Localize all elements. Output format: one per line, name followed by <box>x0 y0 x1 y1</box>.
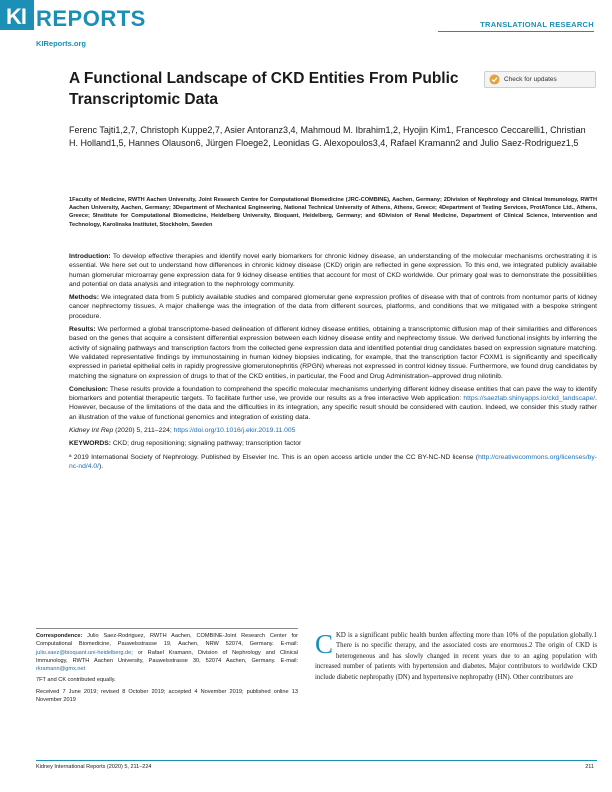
check-for-updates-button[interactable] <box>484 71 596 88</box>
logo-reports: REPORTS <box>36 6 146 31</box>
email-link-1[interactable]: julio.saez@bioquant.uni-heidelberg.de <box>36 649 132 656</box>
affiliations: 1Faculty of Medicine, RWTH Aachen University, Joint Research Centre for Computational Biomedicine (JRC-COMBINE), Aachen, Germany; 2Division of Nephrology and Clinical Immunology, RWTH Aachen University, Aachen, Germany; 3Department of Mechanical Engineering, National Technical University of Athens, Athens, Greece; 4Department of Testing Services, ProtATonce Ltd., Athens, Greece; 5Institute for Computational Biomedicine, Heidelberg University, Bioquant, Heidelberg, Germany; and 6Division of Renal Medicine, Department of Clinical Science, Intervention and Technology, Karolinska Institutet, Stockholm, Sweden <box>69 197 597 228</box>
author-list: Ferenc Tajti1,2,7, Christoph Kuppe2,7, Asier Antoranz3,4, Mahmoud M. Ibrahim1,2, Hyojin Kim1, Francesco Ceccarelli1, Christian H. Holland1,5, Hannes Olauson6, Jürgen Floege2, Leonidas G. Alexopoulos3,4, Rafael Kramann2 and Julio Saez-Rodriguez1,5 <box>69 125 586 148</box>
keywords-line: KEYWORDS: CKD; drug repositioning; signaling pathway; transcription factor <box>69 440 302 448</box>
abstract <box>69 252 597 475</box>
dropcap: C <box>315 629 334 659</box>
logo-url[interactable]: KIReports.org <box>36 39 87 48</box>
license-link[interactable]: http://creativecommons.org/licenses/by-nc-nd/4.0/ <box>69 453 597 470</box>
received-dates: Received 7 June 2019; revised 8 October 2019; accepted 4 November 2019; published online 13 November 2019 <box>36 688 298 704</box>
correspondence-text: Correspondence: Julio Saez-Rodriguez, RWTH Aachen, COMBINE-Joint Research Center for Computational Biomedicine, Pauwelsstrasse 19, Aachen, NRW 52074, Germany. E-mail: julio.saez@bioquant.uni-heidelberg.de; or Rafael Kramann, Division of Nephrology and Clinical Immunology, RWTH Aachen University, Pauwelsstrasse 30, 52074 Aachen, Germany. E-mail: rkramann@gmx.net <box>36 633 298 673</box>
doi-link[interactable]: https://doi.org/10.1016/j.ekir.2019.11.005 <box>173 427 296 435</box>
footer-rule <box>36 760 597 761</box>
footer-journal: Kidney International Reports (2020) 5, 211–224 <box>36 764 152 770</box>
logo-ki: KI <box>6 4 26 29</box>
citation-line: Kidney Int Rep (2020) 5, 211–224; https://doi.org/10.1016/j.ekir.2019.11.005 <box>69 427 296 435</box>
abstract-conclusion: Conclusion: These results provide a foundation to comprehend the specific molecular mechanisms underlying different kidney disease entities that can pave the way to identify biomarkers and potential therapeutic targets. To facilitate further use, we provide our results as a free interactive Web application: https://saezlab.shinyapps.io/ckd_landscape/. However, because of the limitations of the data and the difficulties in its integration, any specific result should be considered with caution. Indeed, we consider this study rather an illustration of the value of functional genomics and integration of existing data. <box>69 385 597 421</box>
article-title: A Functional Landscape of CKD Entities From Public Transcriptomic Data <box>69 70 459 108</box>
page-number: 211 <box>585 764 594 770</box>
section-rule <box>438 31 594 32</box>
email-link-2[interactable]: rkramann@gmx.net <box>36 666 86 673</box>
abstract-introduction: Introduction: To develop effective therapies and identify novel early biomarkers for chronic kidney disease, an understanding of the molecular mechanisms orchestrating it is essential. We here set out to understand how differences in chronic kidney disease (CKD) origin are reflected in gene expression. To this end, we integrated publicly available human glomerular microarray gene expression data for 9 kidney disease entities that account for most of CKD worldwide. Our primary goal was to demonstrate the possibilities and potential on data analysis and integration to the nephrology community. <box>69 253 597 288</box>
section-label: TRANSLATIONAL RESEARCH <box>480 20 594 29</box>
web-app-link[interactable]: https://saezlab.shinyapps.io/ckd_landscape/ <box>463 395 596 403</box>
body-text: CKD is a significant public health burden affecting more than 10% of the population globally.1 There is no specific therapy, and the associated costs are enormous.2 The origin of CKD is heterogeneous and has slowly changed in recent years due to an aging population with increased number of patients with hypertension and diabetes. Major contributors to worldwide CKD include diabetic nephropathy (DN) and hypertensive nephropathy (HN). Other contributors are <box>315 629 597 681</box>
correspondence-rule <box>36 628 298 629</box>
abstract-results: Results: We performed a global transcriptome-based delineation of different kidney disease entities, obtaining a transcriptomic diffusion map of their similarities and differences based on the genes that acquire a consistent differential expression between each kidney disease entity and nephrectomy tissue. We derived functional insights by inferring the activity of signaling pathways and transcription factors from the collected gene expression data and identified potential drug candidates based on expression signature matching. We validated representative findings by immunostaining in human kidney biopsies indicating, for example, that the transcription factor FOXM1 is significantly and specifically expressed in parietal epithelial cells in rapidly progressive glomerulonephritis (RPGN) whereas not expressed in control kidney tissue. Furthermore, we found drug candidates by matching the signature on expression of drugs to that of the CKD entities, in particular, the Food and Drug Administration–approved drug nilotinib. <box>69 326 597 380</box>
abstract-methods: Methods: We integrated data from 5 publicly available studies and compared glomerular gene expression profiles of disease with that of controls from nontumor parts of kidney cancer nephrectomy tissues. A major challenge was the integration of the data from different sources, platforms, and conditions that we mitigated with a bespoke stringent procedure. <box>69 294 597 320</box>
copyright-line: ª 2019 International Society of Nephrology. Published by Elsevier Inc. This is an open access article under the CC BY-NC-ND license (http://creativecommons.org/licenses/by-nc-nd/4.0/). <box>69 453 597 470</box>
equal-contribution-note: 7FT and CK contributed equally. <box>36 677 116 684</box>
check-updates-icon <box>489 74 500 85</box>
check-updates-label: Check for updates <box>504 76 557 83</box>
correspondence-block <box>36 632 298 707</box>
